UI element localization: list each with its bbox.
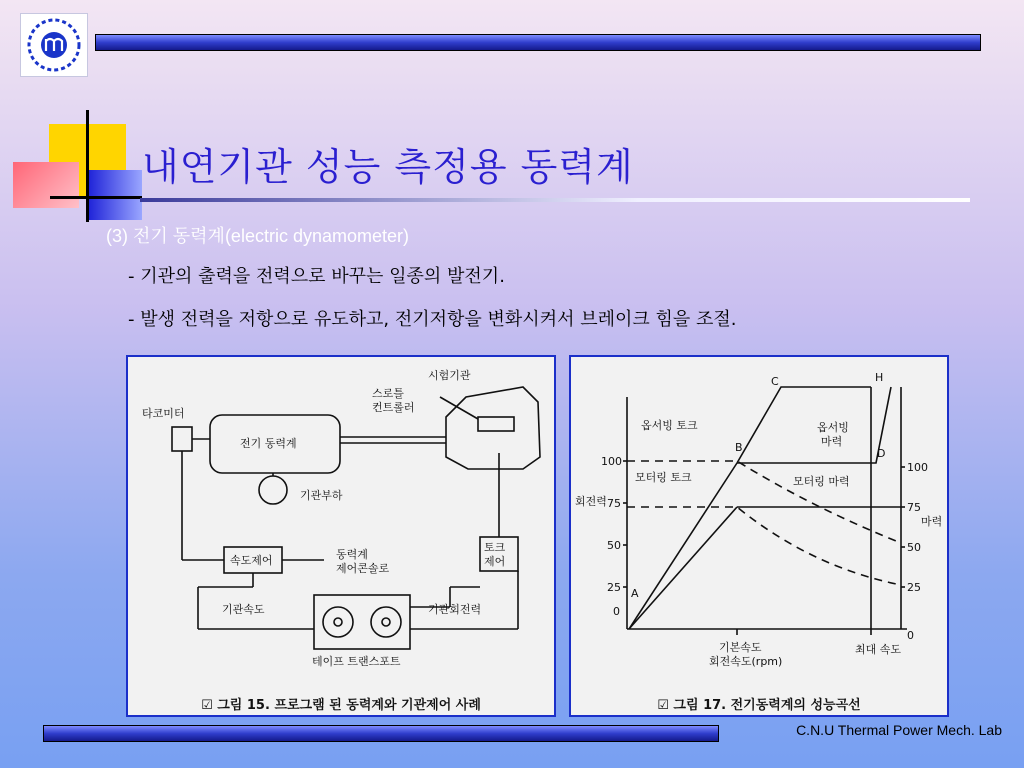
- svg-text:B: B: [735, 441, 743, 454]
- svg-text:타코미터: 타코미터: [142, 407, 185, 420]
- load-circle: [259, 476, 287, 504]
- svg-text:제어콘솔로: 제어콘솔로: [336, 562, 390, 575]
- svg-text:속도제어: 속도제어: [230, 554, 273, 567]
- motor-torque-curve: [627, 507, 901, 585]
- university-emblem-icon: [24, 17, 84, 73]
- svg-text:100: 100: [601, 455, 622, 468]
- svg-text:모터링 마력: 모터링 마력: [793, 475, 850, 488]
- svg-text:0: 0: [907, 629, 914, 642]
- svg-text:C: C: [771, 375, 779, 388]
- absorb-max-line: [737, 387, 871, 463]
- svg-text:기본속도: 기본속도: [719, 641, 762, 654]
- svg-text:A: A: [631, 587, 639, 600]
- svg-text:50: 50: [607, 539, 621, 552]
- bullet-2: - 발생 전력을 저항으로 유도하고, 전기저항을 변화시켜서 브레이크 힘을 조절.: [128, 309, 737, 330]
- svg-text:회전속도(rpm): 회전속도(rpm): [709, 655, 783, 668]
- block-diagram: [128, 357, 554, 697]
- decor-blue-square: [88, 170, 142, 220]
- absorb-power-line: [737, 387, 891, 463]
- decor-red-square: [13, 162, 79, 208]
- svg-text:제어: 제어: [484, 555, 506, 568]
- svg-text:0: 0: [613, 605, 620, 618]
- svg-text:기관회전력: 기관회전력: [428, 603, 482, 616]
- svg-text:마력: 마력: [821, 435, 843, 448]
- slide-title: 내연기관 성능 측정용 동력계: [142, 145, 634, 189]
- svg-text:75: 75: [607, 497, 621, 510]
- svg-text:D: D: [877, 447, 886, 460]
- svg-text:시험기관: 시험기관: [428, 369, 471, 382]
- university-logo: [20, 13, 88, 77]
- svg-text:전기 동력계: 전기 동력계: [240, 437, 297, 450]
- figure2-caption: ☑ 그림 17. 전기동력계의 성능곡선: [657, 698, 861, 713]
- header-bar: [95, 34, 981, 51]
- svg-text:옵서빙 토크: 옵서빙 토크: [641, 419, 698, 432]
- svg-text:H: H: [875, 371, 884, 384]
- tachometer-box: [172, 427, 192, 451]
- decor-horizontal-line: [50, 196, 142, 199]
- subheading: (3) 전기 동력계(electric dynamometer): [106, 226, 409, 246]
- motor-power-rise-line: [629, 507, 737, 629]
- footer-lab-name: C.N.U Thermal Power Mech. Lab: [796, 722, 1002, 738]
- svg-text:동력계: 동력계: [336, 548, 368, 561]
- power-rise-line: [629, 463, 737, 629]
- performance-chart: [571, 357, 947, 697]
- svg-text:회전력: 회전력: [575, 495, 607, 508]
- svg-text:컨트롤러: 컨트롤러: [372, 401, 415, 414]
- svg-text:스로틀: 스로틀: [372, 387, 404, 400]
- figure-dynamometer-control-diagram: [126, 355, 556, 717]
- throttle-box: [478, 417, 514, 431]
- svg-text:25: 25: [607, 581, 621, 594]
- svg-text:최대 속도: 최대 속도: [855, 643, 902, 656]
- svg-text:토크: 토크: [484, 541, 506, 554]
- tape-transport-box: [314, 595, 410, 649]
- svg-text:기관부하: 기관부하: [300, 489, 343, 502]
- svg-text:옵서빙: 옵서빙: [817, 421, 849, 434]
- svg-text:50: 50: [907, 541, 921, 554]
- bullet-1: - 기관의 출력을 전력으로 바꾸는 일종의 발전기.: [128, 266, 505, 287]
- svg-text:모터링 토크: 모터링 토크: [635, 471, 692, 484]
- engine-block: [446, 387, 540, 469]
- figure1-caption: ☑ 그림 15. 프로그램 된 동력계와 기관제어 사례: [201, 698, 481, 713]
- svg-text:마력: 마력: [921, 515, 943, 528]
- svg-text:25: 25: [907, 581, 921, 594]
- svg-text:75: 75: [907, 501, 921, 514]
- footer-bar: [43, 725, 719, 742]
- svg-text:100: 100: [907, 461, 928, 474]
- decor-vertical-line: [86, 110, 89, 222]
- svg-text:기관속도: 기관속도: [222, 603, 265, 616]
- svg-text:테이프 트랜스포트: 테이프 트랜스포트: [312, 655, 401, 668]
- figure-performance-curves: [569, 355, 949, 717]
- title-underline: [140, 198, 970, 202]
